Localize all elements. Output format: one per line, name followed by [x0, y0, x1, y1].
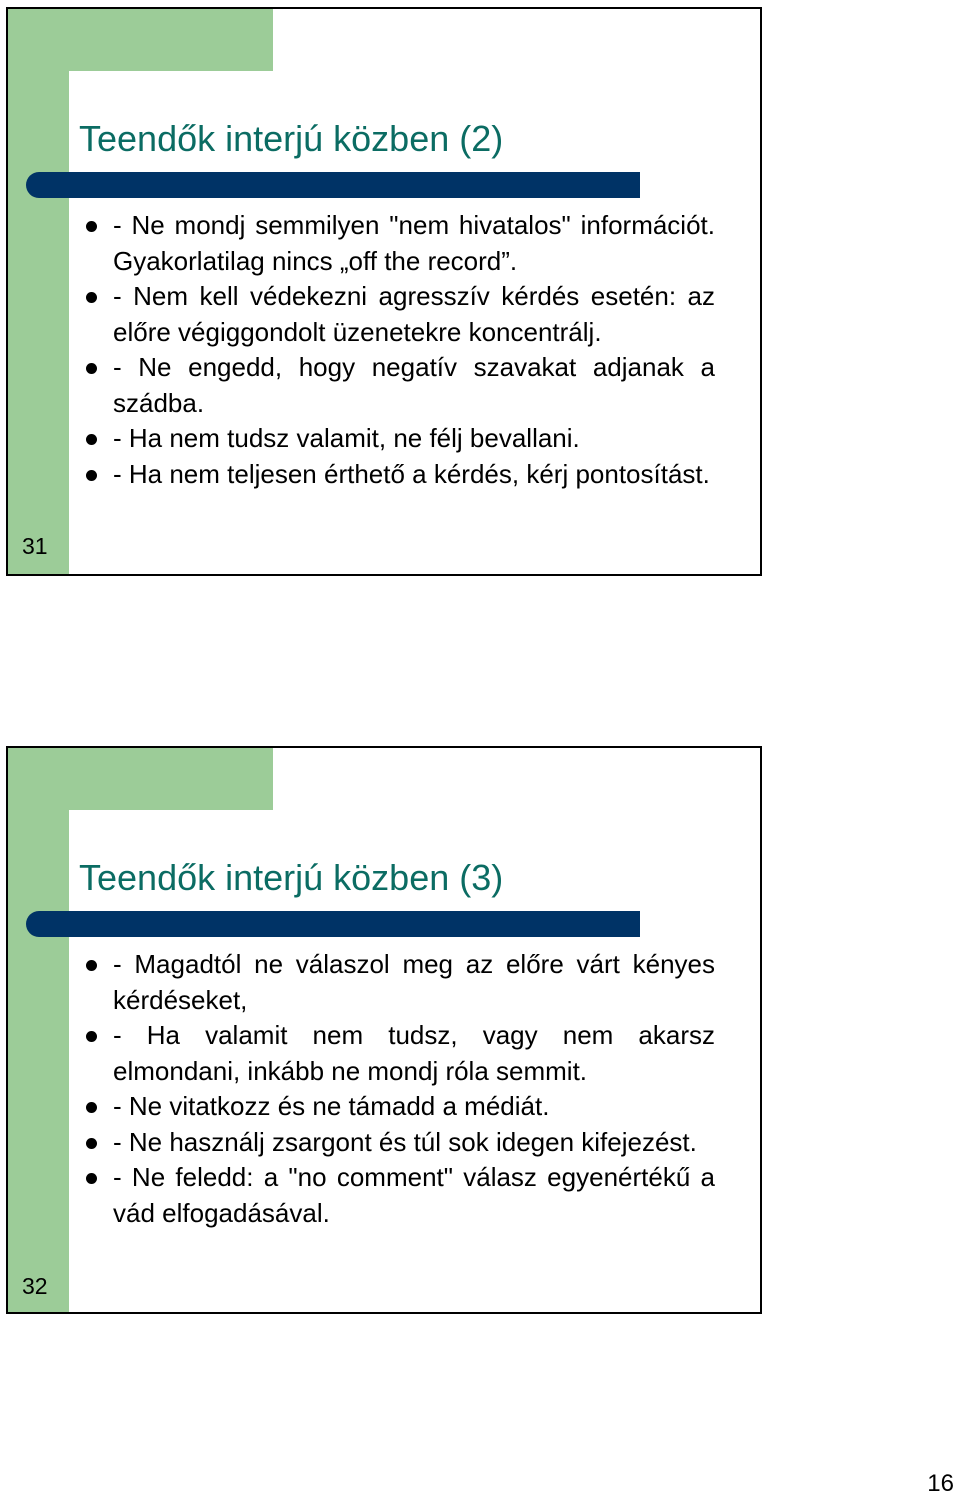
bullet-dot-icon: [86, 470, 97, 481]
bullet-text: - Magadtól ne válaszol meg az előre várt kényes kérdéseket,: [113, 949, 715, 1015]
bullet-item: [86, 1018, 715, 1089]
bullet-dot-icon: [86, 1031, 97, 1042]
bullet-item: [86, 350, 715, 421]
slide-number: 32: [22, 1273, 48, 1299]
bullet-item: [86, 947, 715, 1018]
bullet-dot-icon: [86, 434, 97, 445]
slide-title: Teendők interjú közben (2): [79, 118, 504, 159]
page-number: 16: [927, 1470, 954, 1497]
bullet-item: [86, 1125, 715, 1161]
bullet-item: [86, 1160, 715, 1231]
bullet-text: - Nem kell védekezni agresszív kérdés esetén: az előre végiggondolt üzenetekre koncentrálj.: [113, 281, 715, 347]
title-underline-bar: [26, 172, 640, 198]
bullet-list: [86, 947, 715, 1231]
slide-31: [6, 7, 762, 576]
bullet-text: - Ha nem tudsz valamit, ne félj bevallani.: [113, 423, 580, 453]
bullet-item: [86, 279, 715, 350]
bullet-dot-icon: [86, 292, 97, 303]
bullet-dot-icon: [86, 960, 97, 971]
bullet-text: - Ne vitatkozz és ne támadd a médiát.: [113, 1091, 550, 1121]
bullet-dot-icon: [86, 363, 97, 374]
bullet-text: - Ne feledd: a "no comment" válasz egyenértékű a vád elfogadásával.: [113, 1162, 715, 1228]
title-underline-bar: [26, 911, 640, 937]
slide-number: 31: [22, 533, 48, 559]
bullet-item: [86, 208, 715, 279]
bullet-item: [86, 421, 715, 457]
slide-accent-left: [8, 9, 69, 574]
bullet-dot-icon: [86, 1102, 97, 1113]
slide-title: Teendők interjú közben (3): [79, 857, 504, 898]
bullet-text: - Ha valamit nem tudsz, vagy nem akarsz elmondani, inkább ne mondj róla semmit.: [113, 1020, 715, 1086]
bullet-text: - Ha nem teljesen érthető a kérdés, kérj pontosítást.: [113, 458, 710, 489]
bullet-text: - Ne mondj semmilyen "nem hivatalos" információt. Gyakorlatilag nincs „off the record”.: [113, 210, 715, 276]
slide-accent-top: [8, 9, 273, 71]
bullet-dot-icon: [86, 1173, 97, 1184]
bullet-text: - Ne engedd, hogy negatív szavakat adjanak a szádba.: [113, 352, 715, 418]
slide-accent-top: [8, 748, 273, 810]
bullet-dot-icon: [86, 221, 97, 232]
bullet-dot-icon: [86, 1138, 97, 1149]
bullet-list: [86, 208, 715, 492]
bullet-item: [86, 457, 715, 493]
bullet-text: - Ne használj zsargont és túl sok idegen kifejezést.: [113, 1126, 697, 1157]
slide-32: [6, 746, 762, 1314]
bullet-item: [86, 1089, 715, 1125]
slide-accent-left: [8, 748, 69, 1312]
